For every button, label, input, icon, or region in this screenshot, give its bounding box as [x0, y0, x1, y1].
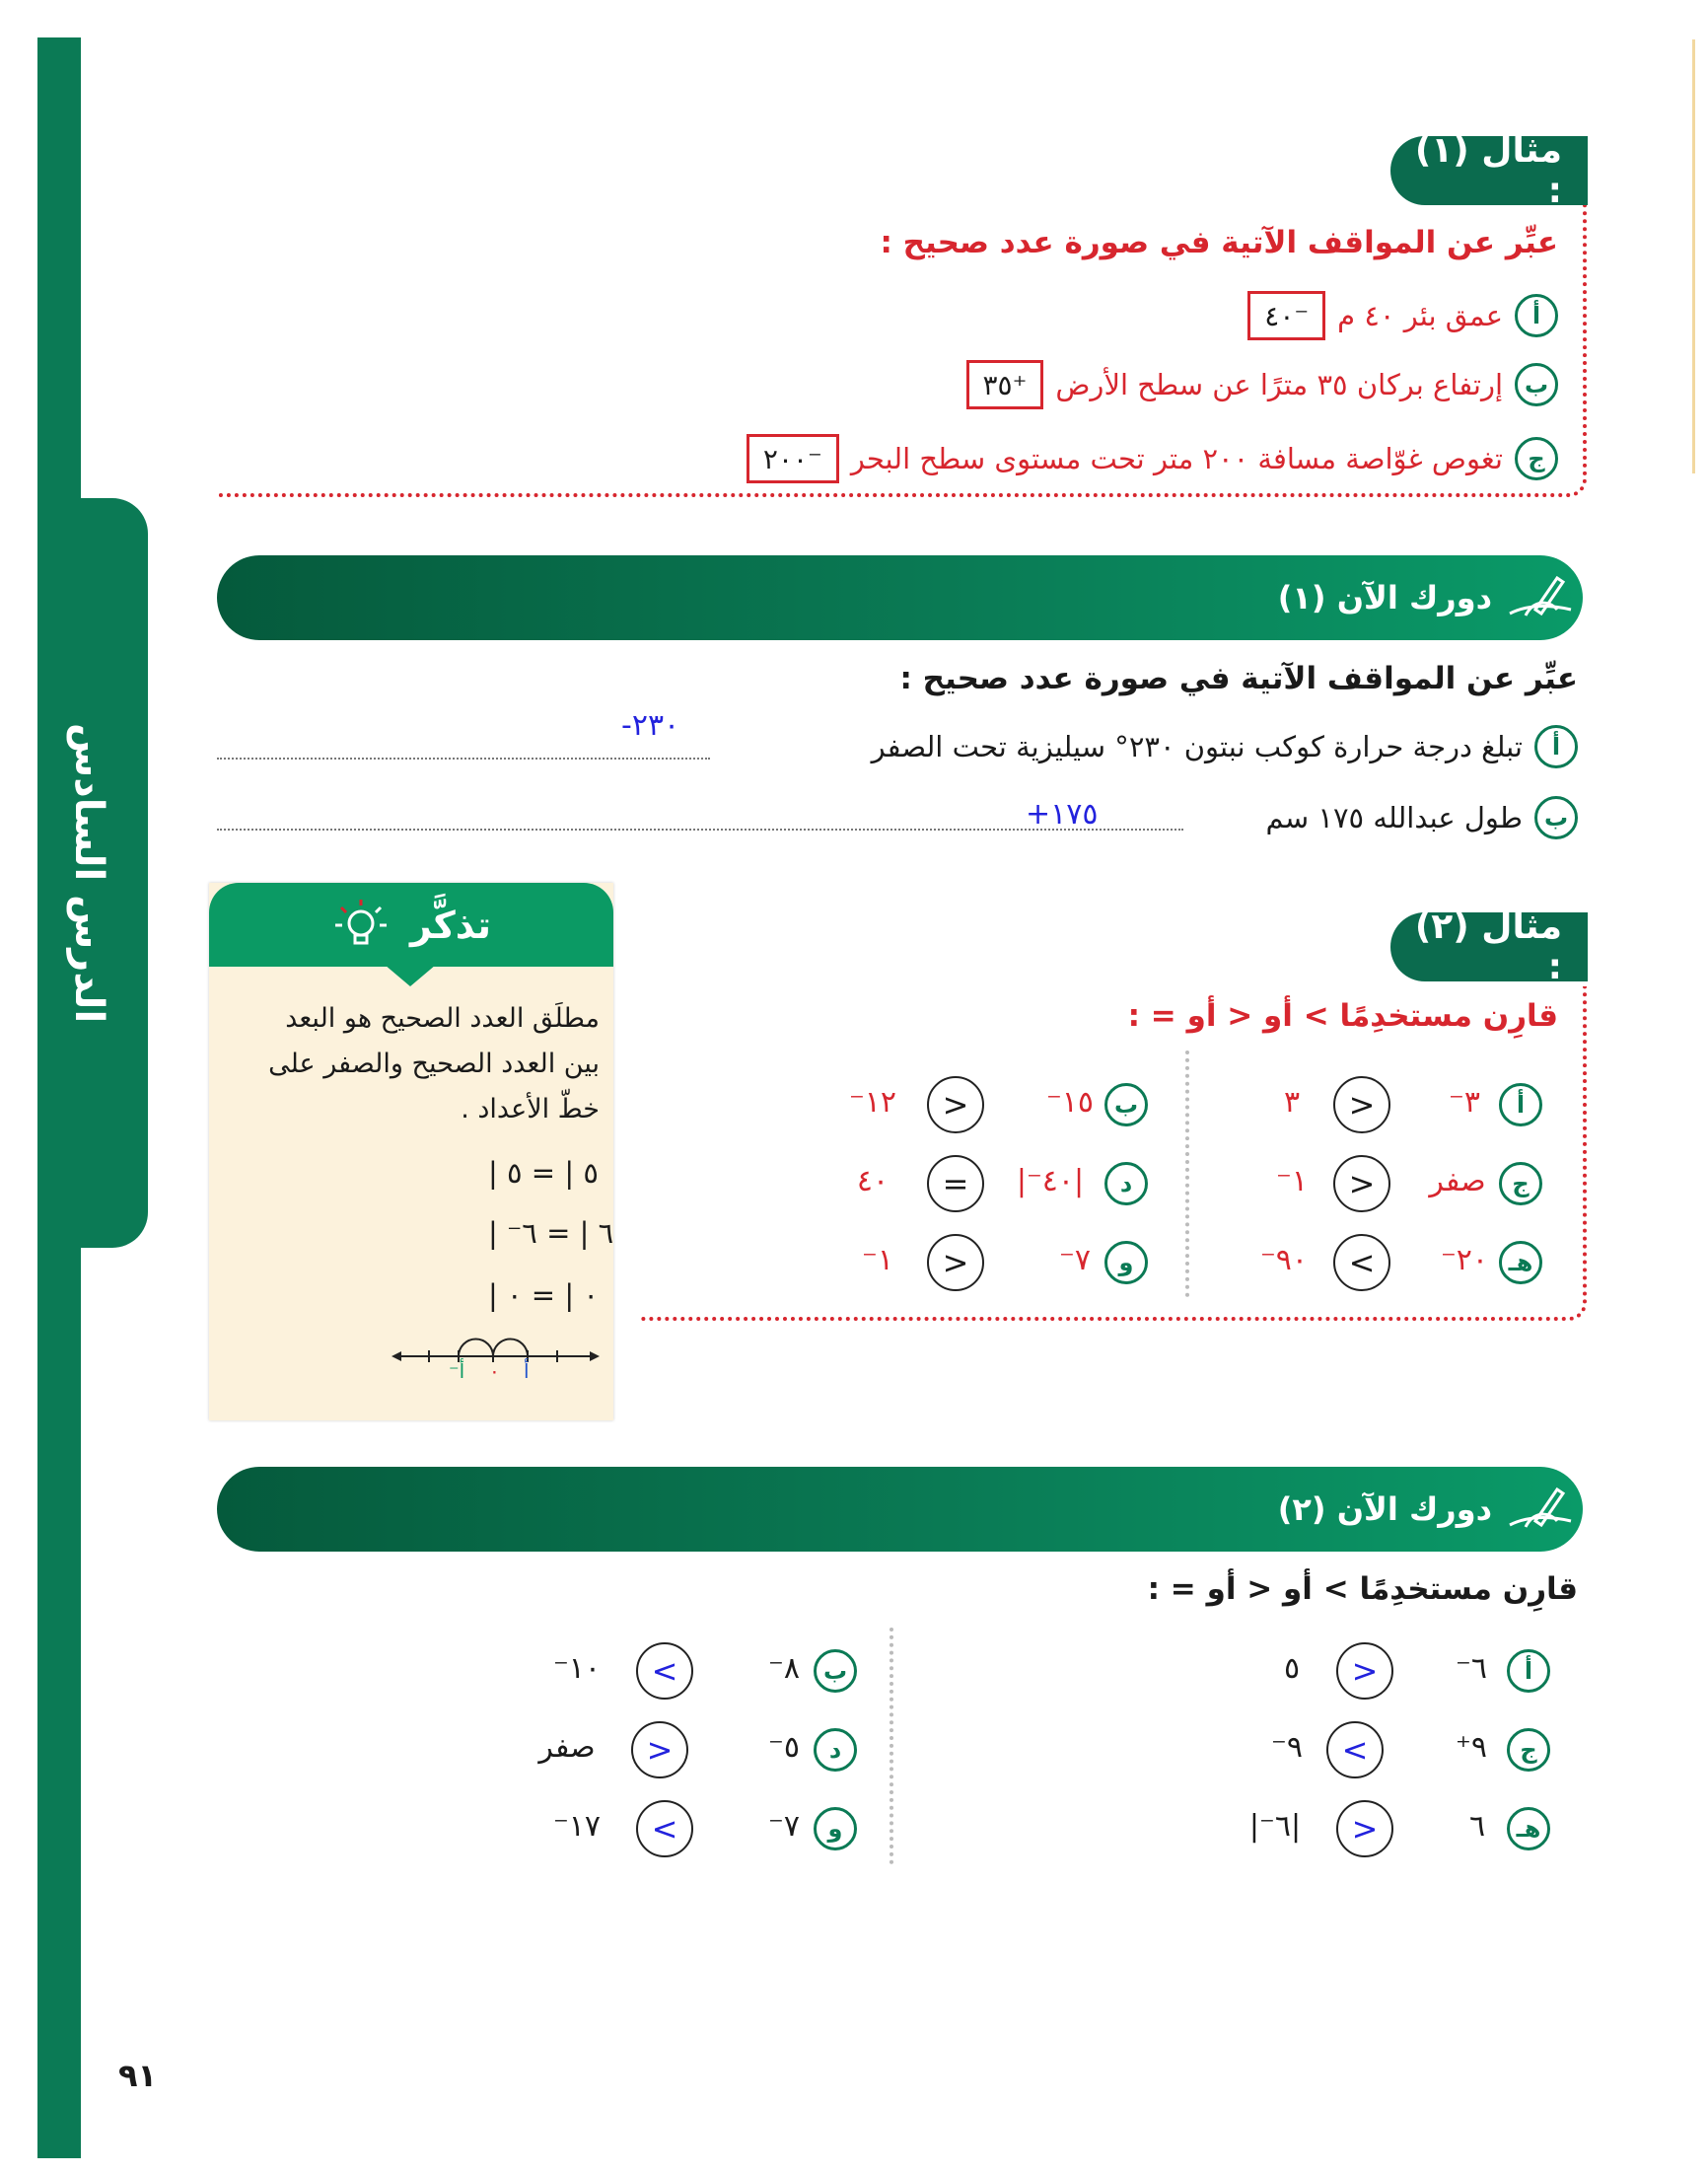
number-line-label-pos: أ	[524, 1359, 530, 1383]
example-2-e-sign: <	[1333, 1234, 1390, 1291]
example-2-e-left: ⁻٢٠	[1440, 1243, 1489, 1277]
lesson-side-tab-label: الدرس السادس	[66, 722, 111, 1024]
example-2-a-badge	[1499, 1083, 1542, 1126]
practice-1-item-a-text: تبلغ درجة حرارة كوكب نبتون ٢٣٠° سيليزية تحت الصفر	[871, 730, 1523, 763]
example-1-item-c	[747, 434, 1558, 483]
number-line-label-neg: ⁻أ	[449, 1359, 465, 1383]
example-1-header-label: مثال (١) :	[1414, 130, 1562, 211]
badge-e: هـ	[1507, 1807, 1550, 1850]
example-2-a-sign: >	[1333, 1076, 1390, 1133]
page-edge-line	[1692, 39, 1695, 473]
practice-2-a-badge	[1507, 1649, 1550, 1693]
example-2-instruction: قارِن مستخدِمًا > أو < أو = :	[1127, 998, 1558, 1034]
example-2-e-badge	[1499, 1241, 1542, 1284]
writing-hand-icon	[1506, 1482, 1575, 1537]
practice-1-item-b-answer: +١٧٥	[1026, 797, 1099, 832]
example-2-header-label: مثال (٢) :	[1414, 906, 1562, 987]
example-2-d-sign: =	[927, 1155, 984, 1212]
practice-2-d-badge	[814, 1728, 857, 1772]
lightbulb-icon	[331, 896, 391, 955]
writing-hand-icon	[1506, 570, 1575, 625]
example-1-item-b-answer: ⁺٣٥	[966, 360, 1044, 409]
practice-2-e-right: |⁻٦|	[1248, 1809, 1302, 1844]
badge-c: ج	[1515, 437, 1558, 480]
badge-c: ج	[1499, 1162, 1542, 1205]
badge-f: و	[814, 1807, 857, 1850]
practice-2-c-right: ⁻٩	[1271, 1730, 1303, 1765]
practice-2-f-sign: <	[636, 1800, 693, 1857]
badge-c: ج	[1507, 1728, 1550, 1772]
badge-a: أ	[1515, 294, 1558, 337]
example-2-a-right: ٣	[1283, 1085, 1301, 1120]
practice-1-item-a-answer: -٢٣٠	[621, 708, 680, 743]
remember-title: تذكَّر	[410, 903, 491, 947]
example-1-item-a-text: عمق بئر ٤٠ م	[1337, 299, 1503, 332]
example-2-c-badge	[1499, 1162, 1542, 1205]
practice-2-c-left: ⁺٩	[1456, 1730, 1487, 1765]
practice-2-header-label: دورك الآن (٢)	[1277, 1490, 1492, 1528]
example-2-c-left: صفر	[1429, 1164, 1486, 1198]
remember-notch	[385, 965, 436, 986]
badge-b: ب	[1515, 363, 1558, 406]
practice-2-f-badge	[814, 1807, 857, 1850]
practice-2-d-left: ⁻٥	[768, 1730, 800, 1765]
practice-2-c-sign: <	[1326, 1721, 1384, 1778]
example-1-item-c-answer: ⁻٢٠٠	[747, 434, 839, 483]
practice-2-d-sign: >	[631, 1721, 688, 1778]
example-2-c-sign: >	[1333, 1155, 1390, 1212]
practice-1-header-label: دورك الآن (١)	[1277, 579, 1492, 616]
practice-1-item-b	[1266, 796, 1578, 839]
example-1-item-c-text: تغوص غوّاصة مسافة ٢٠٠ متر تحت مستوى سطح البحر	[850, 442, 1503, 475]
example-2-c-right: ⁻١	[1276, 1164, 1308, 1198]
practice-1-instruction: عبِّر عن المواقف الآتية في صورة عدد صحيح :	[899, 661, 1578, 696]
example-2-b-sign: >	[927, 1076, 984, 1133]
badge-f: و	[1104, 1241, 1148, 1284]
practice-1-item-b-text: طول عبدالله ١٧٥ سم	[1265, 801, 1523, 834]
example-2-f-sign: >	[927, 1234, 984, 1291]
answer-line-a	[217, 758, 710, 760]
badge-b: ب	[1104, 1083, 1148, 1126]
practice-2-b-left: ⁻٨	[768, 1651, 800, 1686]
badge-b: ب	[1534, 796, 1578, 839]
badge-b: ب	[814, 1649, 857, 1693]
badge-d: د	[1104, 1162, 1148, 1205]
example-2-f-right: ⁻١	[862, 1243, 893, 1277]
practice-2-e-badge	[1507, 1807, 1550, 1850]
practice-2-a-left: ⁻٦	[1456, 1651, 1487, 1686]
practice-2-f-left: ⁻٧	[768, 1809, 800, 1844]
example-1-instruction: عبِّر عن المواقف الآتية في صورة عدد صحيح :	[880, 225, 1558, 260]
practice-2-a-sign: >	[1336, 1642, 1393, 1700]
practice-2-b-badge	[814, 1649, 857, 1693]
example-2-a-left: ⁻٣	[1449, 1085, 1480, 1120]
practice-2-instruction: قارِن مستخدِمًا > أو < أو = :	[1147, 1571, 1578, 1607]
practice-2-e-left: ٦	[1468, 1809, 1486, 1844]
example-2-b-right: ⁻١٢	[848, 1085, 897, 1120]
example-1-header	[1390, 130, 1588, 211]
example-2-b-badge	[1104, 1083, 1148, 1126]
practice-2-b-sign: <	[636, 1642, 693, 1700]
practice-2-d-right: صفر	[538, 1730, 596, 1765]
practice-2-a-right: ٥	[1283, 1651, 1301, 1686]
example-2-d-right: ٤٠	[856, 1164, 890, 1198]
example-2-f-left: ⁻٧	[1059, 1243, 1091, 1277]
remember-eq-1: | ٥ | = ٥	[488, 1156, 599, 1190]
example-2-divider	[1185, 1051, 1189, 1297]
number-line-label-zero: ٠	[489, 1359, 500, 1383]
page-number: ٩١	[118, 2057, 158, 2094]
remember-header	[209, 883, 613, 967]
example-2-e-right: ⁻٩٠	[1259, 1243, 1309, 1277]
badge-e: هـ	[1499, 1241, 1542, 1284]
practice-1-header	[1278, 555, 1575, 640]
practice-2-f-right: ⁻١٧	[552, 1809, 602, 1844]
example-1-item-a-answer: ⁻٤٠	[1247, 291, 1325, 340]
badge-a: أ	[1507, 1649, 1550, 1693]
example-2-header	[1390, 906, 1588, 987]
example-1-item-a	[1247, 291, 1558, 340]
badge-a: أ	[1534, 725, 1578, 768]
example-2-d-badge	[1104, 1162, 1148, 1205]
example-1-item-b-text: إرتفاع بركان ٣٥ مترًا عن سطح الأرض	[1055, 368, 1503, 401]
practice-2-b-right: ⁻١٠	[552, 1651, 602, 1686]
remember-eq-3: | ٠ | = ٠	[488, 1278, 599, 1312]
practice-2-header	[1278, 1467, 1575, 1552]
example-2-b-left: ⁻١٥	[1045, 1085, 1095, 1120]
practice-2-divider	[890, 1628, 893, 1864]
remember-eq-2: | ⁻٦ | = ٦	[488, 1216, 614, 1250]
example-2-f-badge	[1104, 1241, 1148, 1284]
practice-1-item-a	[872, 725, 1578, 768]
practice-2-c-badge	[1507, 1728, 1550, 1772]
badge-d: د	[814, 1728, 857, 1772]
badge-a: أ	[1499, 1083, 1542, 1126]
remember-text: مطلَق العدد الصحيح هو البعد بين العدد الصحيح والصفر على خطّ الأعداد .	[268, 1003, 600, 1124]
example-1-item-b	[966, 360, 1558, 409]
example-2-d-left: |⁻٤٠|	[1016, 1164, 1085, 1198]
practice-2-e-sign: >	[1336, 1800, 1393, 1857]
